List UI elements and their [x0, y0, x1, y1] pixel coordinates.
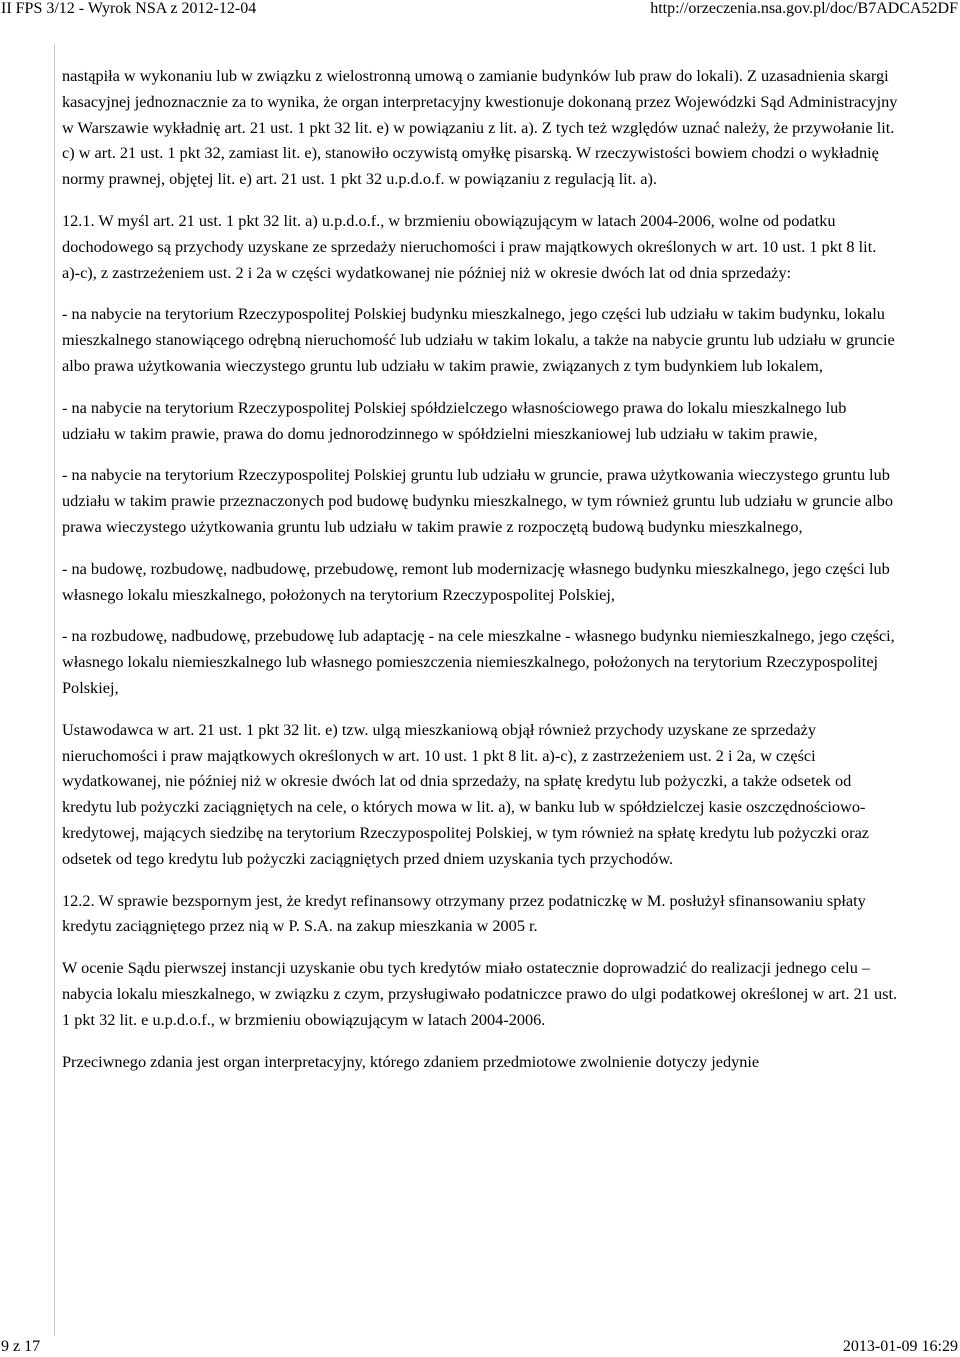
page-number: 9 z 17 — [1, 1338, 41, 1355]
paragraph: 12.1. W myśl art. 21 ust. 1 pkt 32 lit. a) u.p.d.o.f., w brzmieniu obowiązującym w latach 2004-2006, wolne od podatku dochodowego są przychody uzyskane ze sprzedaży nieruchomości i praw majątkowych określonych w art. 10 ust. 1 pkt 8 lit. a)-c), z zastrzeżeniem ust. 2 i 2a w części wydatkowanej nie później niż w okresie dwóch lat od dnia sprzedaży: — [62, 210, 877, 282]
paragraph: - na nabycie na terytorium Rzeczypospolitej Polskiej spółdzielczego własnościowego prawa do lokalu mieszkalnego lub udziału w takim prawie, prawa do domu jednorodzinnego w spółdzielni mieszkaniowej lub udziału w takim prawie, — [62, 397, 847, 443]
page-header — [0, 0, 960, 22]
document-body — [62, 63, 898, 1090]
paragraph: - na rozbudowę, nadbudowę, przebudowę lub adaptację - na cele mieszkalne - własnego budynku niemieszkalnego, jego części, własnego lokalu niemieszkalnego lub własnego pomieszczenia niemieszkalnego, położonych na terytorium Rzeczypospolitej Polskiej, — [62, 626, 895, 697]
paragraph: - na budowę, rozbudowę, nadbudowę, przebudowę, remont lub modernizację własnego budynku mieszkalnego, jego części lub własnego lokalu mieszkalnego, położonych na terytorium Rzeczypospolitej Polskiej, — [62, 558, 890, 604]
paragraph: Ustawodawca w art. 21 ust. 1 pkt 32 lit. e) tzw. ulgą mieszkaniową objął również przychody uzyskane ze sprzedaży nieruchomości i praw majątkowych określonych w art. 10 ust. 1 pkt 8 lit. a)-c), z zastrzeżeniem ust. 2 i 2a, w części wydatkowanej, nie później niż w okresie dwóch lat od dnia sprzedaży, na spłatę kredytu lub pożyczki, a także odsetek od kredytu lub pożyczki zaciągniętych na cele, o których mowa w lit. a), w banku lub w spółdzielczej kasie oszczędnościowo-kredytowej, mających siedzibę na terytorium Rzeczypospolitej Polskiej, w tym również na spłatę kredytu lub pożyczki oraz odsetek od tego kredytu lub pożyczki zaciągniętych przed dniem uzyskania tych przychodów. — [62, 719, 870, 868]
paragraph: Przeciwnego zdania jest organ interpretacyjny, którego zdaniem przedmiotowe zwolnienie dotyczy jedynie — [62, 1051, 760, 1071]
paragraph: W ocenie Sądu pierwszej instancji uzyskanie obu tych kredytów miało ostatecznie doprowadzić do realizacji jednego celu – nabycia lokalu mieszkalnego, w związku z czym, przysługiwało podatniczce prawo do ulgi podatkowej określonej w art. 21 ust. 1 pkt 32 lit. e u.p.d.o.f., w brzmieniu obowiązującym w latach 2004-2006. — [62, 958, 898, 1029]
paragraph: nastąpiła w wykonaniu lub w związku z wielostronną umową o zamianie budynków lub praw do lokali). Z uzasadnienia skargi kasacyjnej jednoznacznie za to wynika, że organ interpretacyjny kwestionuje dokonaną przez Wojewódzki Sąd Administracyjny w Warszawie wykładnię art. 21 ust. 1 pkt 32 lit. e) w powiązaniu z lit. a). Z tych też względów uznać należy, że przywołanie lit. c) w art. 21 ust. 1 pkt 32, zamiast lit. e), stanowiło oczywistą omyłkę pisarską. W rzeczywistości bowiem chodzi o wykładnię normy prawnej, objętej lit. e) art. 21 ust. 1 pkt 32 u.p.d.o.f. w powiązaniu z regulacją lit. a). — [62, 66, 898, 189]
document-title: II FPS 3/12 - Wyrok NSA z 2012-12-04 — [1, 0, 257, 17]
page-footer — [0, 1338, 960, 1357]
paragraph: - na nabycie na terytorium Rzeczypospolitej Polskiej gruntu lub udziału w gruncie, prawa użytkowania wieczystego gruntu lub udziału w takim prawie przeznaczonych pod budowę budynku mieszkalnego, w tym również gruntu lub udziału w gruncie albo prawa wieczystego użytkowania gruntu lub udziału w takim prawie z rozpoczętą budową budynku mieszkalnego, — [62, 465, 894, 536]
document-url[interactable]: http://orzeczenia.nsa.gov.pl/doc/B7ADCA52DF — [650, 0, 958, 17]
paragraph: 12.2. W sprawie bezspornym jest, że kredyt refinansowy otrzymany przez podatniczkę w M. posłużył sfinansowaniu spłaty kredytu zaciągniętego przez nią w P. S.A. na zakup mieszkania w 2005 r. — [62, 890, 866, 936]
paragraph: - na nabycie na terytorium Rzeczypospolitej Polskiej budynku mieszkalnego, jego części lub udziału w takim budynku, lokalu mieszkalnego stanowiącego odrębną nieruchomość lub udziału w takim lokalu, a także na nabycie gruntu lub udziału w gruncie albo prawa użytkowania wieczystego gruntu lub udziału w takim prawie, związanych z tym budynkiem lub lokalem, — [62, 304, 895, 375]
print-timestamp: 2013-01-09 16:29 — [842, 1338, 958, 1355]
